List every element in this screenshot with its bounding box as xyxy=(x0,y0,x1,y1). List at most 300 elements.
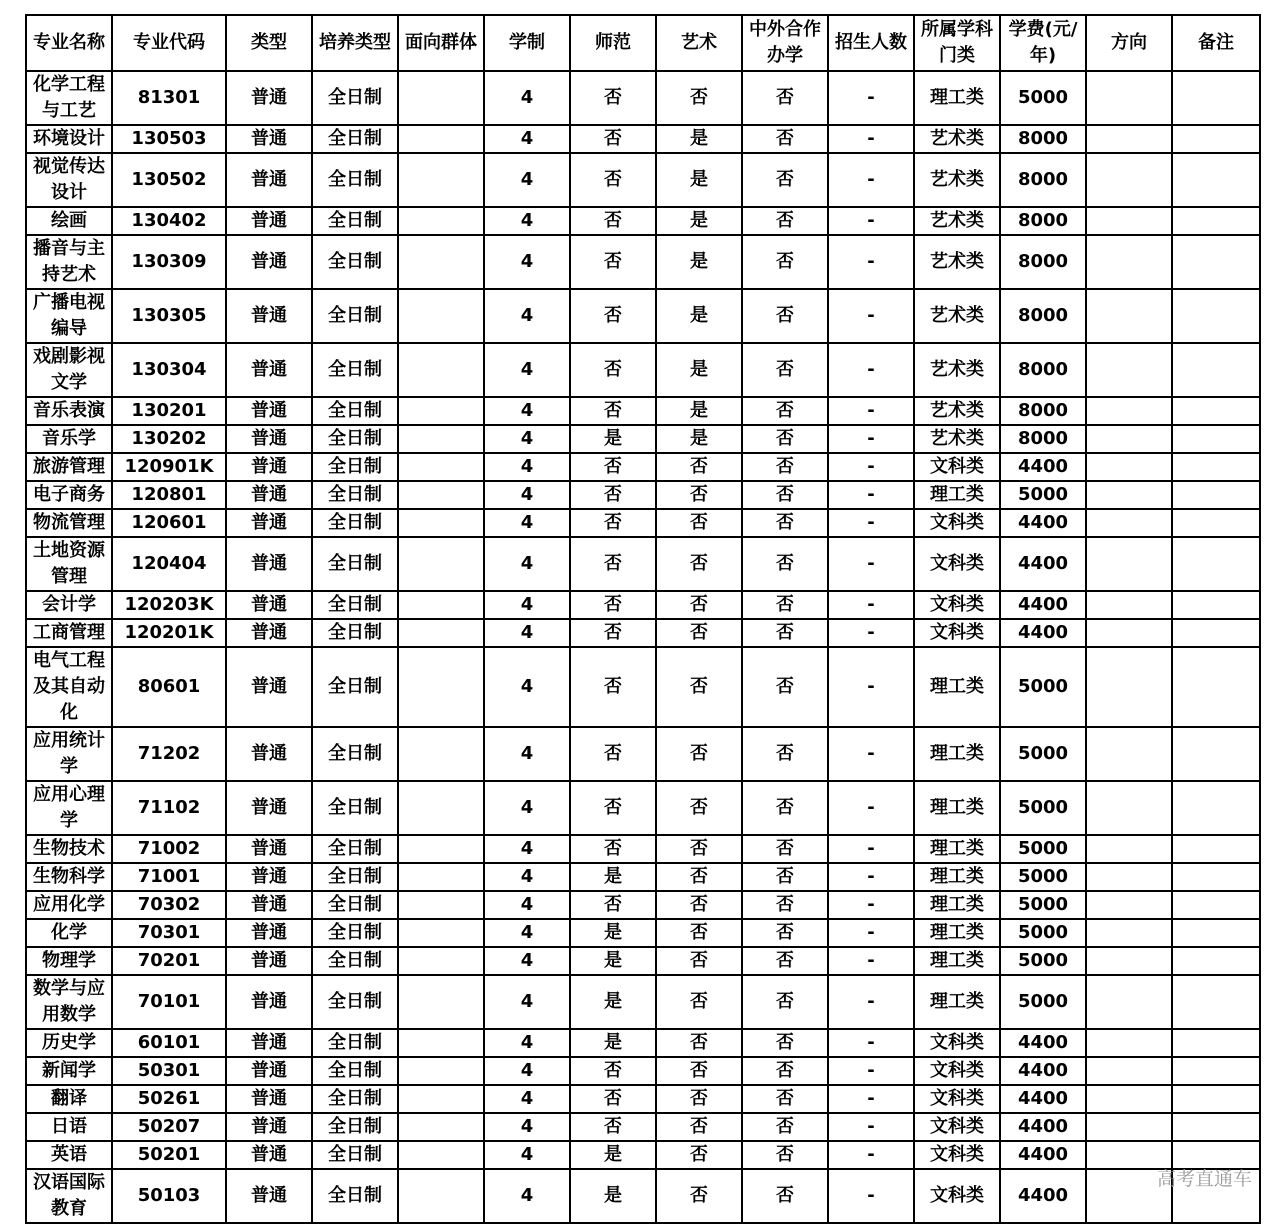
table-cell xyxy=(1086,727,1172,781)
table-cell xyxy=(398,975,484,1029)
table-cell xyxy=(398,537,484,591)
table-cell: 否 xyxy=(742,125,828,153)
table-cell: 否 xyxy=(742,863,828,891)
table-cell: 普通 xyxy=(226,343,312,397)
table-cell xyxy=(398,235,484,289)
table-cell: 否 xyxy=(570,343,656,397)
table-cell: - xyxy=(828,647,914,727)
table-cell xyxy=(1086,891,1172,919)
table-row xyxy=(26,207,1260,235)
table-cell: 否 xyxy=(742,1169,828,1223)
table-cell: 视觉传达设计 xyxy=(26,153,112,207)
table-cell: - xyxy=(828,125,914,153)
table-cell: 全日制 xyxy=(312,781,398,835)
table-cell: 否 xyxy=(742,1085,828,1113)
table-cell xyxy=(398,591,484,619)
table-cell: 4400 xyxy=(1000,1169,1086,1223)
table-cell: 是 xyxy=(570,1169,656,1223)
table-cell xyxy=(398,509,484,537)
table-cell: 4 xyxy=(484,947,570,975)
table-cell: 4 xyxy=(484,647,570,727)
table-cell: - xyxy=(828,1113,914,1141)
table-cell: 理工类 xyxy=(914,863,1000,891)
table-cell xyxy=(1172,1057,1260,1085)
table-cell xyxy=(398,481,484,509)
table-cell: 普通 xyxy=(226,509,312,537)
table-cell: 全日制 xyxy=(312,1057,398,1085)
table-cell: 物流管理 xyxy=(26,509,112,537)
table-cell: 普通 xyxy=(226,481,312,509)
table-cell xyxy=(1086,207,1172,235)
table-cell: 全日制 xyxy=(312,919,398,947)
table-cell: 5000 xyxy=(1000,863,1086,891)
table-cell: 8000 xyxy=(1000,397,1086,425)
table-cell: 否 xyxy=(570,235,656,289)
table-cell xyxy=(1086,619,1172,647)
table-cell: 否 xyxy=(656,509,742,537)
table-row xyxy=(26,863,1260,891)
table-cell xyxy=(1086,453,1172,481)
table-cell: 应用化学 xyxy=(26,891,112,919)
table-cell: 文科类 xyxy=(914,1057,1000,1085)
table-cell: 否 xyxy=(742,975,828,1029)
table-cell: 否 xyxy=(742,619,828,647)
table-cell: 否 xyxy=(656,619,742,647)
table-cell: 全日制 xyxy=(312,1141,398,1169)
table-cell: 全日制 xyxy=(312,647,398,727)
table-cell: 70301 xyxy=(112,919,226,947)
table-cell: 生物技术 xyxy=(26,835,112,863)
table-cell: 普通 xyxy=(226,919,312,947)
table-cell xyxy=(1086,591,1172,619)
table-cell xyxy=(398,1029,484,1057)
table-cell xyxy=(398,1169,484,1223)
table-cell: 普通 xyxy=(226,1169,312,1223)
table-cell: 全日制 xyxy=(312,71,398,125)
table-cell xyxy=(1172,397,1260,425)
table-cell: 130402 xyxy=(112,207,226,235)
column-header: 师范 xyxy=(570,15,656,71)
table-cell: 理工类 xyxy=(914,481,1000,509)
table-cell: 否 xyxy=(742,425,828,453)
table-cell xyxy=(1172,619,1260,647)
table-cell xyxy=(1172,509,1260,537)
table-cell: 文科类 xyxy=(914,1113,1000,1141)
table-cell: 艺术类 xyxy=(914,343,1000,397)
table-cell: 普通 xyxy=(226,537,312,591)
table-cell: 4 xyxy=(484,619,570,647)
table-cell: 4400 xyxy=(1000,1029,1086,1057)
table-cell: 普通 xyxy=(226,863,312,891)
table-cell: 否 xyxy=(742,919,828,947)
table-cell: 普通 xyxy=(226,71,312,125)
table-cell: 130202 xyxy=(112,425,226,453)
table-cell xyxy=(1172,1113,1260,1141)
table-row xyxy=(26,125,1260,153)
table-cell: 理工类 xyxy=(914,781,1000,835)
table-cell: 否 xyxy=(570,397,656,425)
table-cell: 否 xyxy=(570,125,656,153)
table-cell xyxy=(398,343,484,397)
table-cell xyxy=(398,619,484,647)
table-cell: 否 xyxy=(742,1113,828,1141)
table-cell: - xyxy=(828,919,914,947)
table-cell: 电气工程及其自动化 xyxy=(26,647,112,727)
table-cell: 4 xyxy=(484,1169,570,1223)
table-cell: 5000 xyxy=(1000,835,1086,863)
table-cell: 否 xyxy=(742,397,828,425)
table-cell: 50261 xyxy=(112,1085,226,1113)
table-cell: 4 xyxy=(484,397,570,425)
table-cell xyxy=(1086,397,1172,425)
table-cell xyxy=(1086,125,1172,153)
table-cell: 否 xyxy=(742,289,828,343)
table-cell xyxy=(398,891,484,919)
table-cell: - xyxy=(828,207,914,235)
table-cell: 普通 xyxy=(226,727,312,781)
table-cell: 4 xyxy=(484,891,570,919)
table-cell xyxy=(1086,863,1172,891)
table-cell xyxy=(398,1141,484,1169)
table-cell: 4 xyxy=(484,1029,570,1057)
table-cell: 否 xyxy=(742,153,828,207)
table-cell: 81301 xyxy=(112,71,226,125)
table-cell: 理工类 xyxy=(914,727,1000,781)
table-cell: 理工类 xyxy=(914,975,1000,1029)
table-cell: 普通 xyxy=(226,647,312,727)
table-cell: 全日制 xyxy=(312,207,398,235)
table-row xyxy=(26,1169,1260,1223)
table-cell: 全日制 xyxy=(312,619,398,647)
table-cell: 否 xyxy=(656,863,742,891)
table-cell: - xyxy=(828,1141,914,1169)
table-cell: 是 xyxy=(570,425,656,453)
table-cell: 绘画 xyxy=(26,207,112,235)
table-cell: 文科类 xyxy=(914,1085,1000,1113)
table-cell: 否 xyxy=(742,537,828,591)
table-cell: 否 xyxy=(742,1029,828,1057)
table-cell: 4 xyxy=(484,1141,570,1169)
table-cell xyxy=(398,919,484,947)
table-cell: 工商管理 xyxy=(26,619,112,647)
table-cell: 否 xyxy=(570,289,656,343)
table-row xyxy=(26,509,1260,537)
table-cell: 4 xyxy=(484,781,570,835)
table-cell xyxy=(1172,781,1260,835)
table-cell: 4400 xyxy=(1000,1141,1086,1169)
table-cell: 化学工程与工艺 xyxy=(26,71,112,125)
majors-table xyxy=(25,14,1261,1224)
table-cell: 全日制 xyxy=(312,425,398,453)
table-cell: 普通 xyxy=(226,1029,312,1057)
table-cell: 4 xyxy=(484,453,570,481)
table-cell: 理工类 xyxy=(914,947,1000,975)
table-cell: 4 xyxy=(484,537,570,591)
table-cell: 旅游管理 xyxy=(26,453,112,481)
table-cell: - xyxy=(828,591,914,619)
table-cell: 4 xyxy=(484,343,570,397)
table-cell: 70302 xyxy=(112,891,226,919)
table-cell: 全日制 xyxy=(312,1169,398,1223)
table-cell: 71202 xyxy=(112,727,226,781)
table-cell: 否 xyxy=(570,537,656,591)
table-cell: - xyxy=(828,619,914,647)
table-row xyxy=(26,591,1260,619)
table-cell: 物理学 xyxy=(26,947,112,975)
table-row xyxy=(26,71,1260,125)
table-cell xyxy=(1172,153,1260,207)
table-cell: 80601 xyxy=(112,647,226,727)
table-cell: 化学 xyxy=(26,919,112,947)
table-row xyxy=(26,619,1260,647)
table-cell xyxy=(1086,781,1172,835)
table-cell: 5000 xyxy=(1000,947,1086,975)
table-cell xyxy=(1172,289,1260,343)
table-row xyxy=(26,1057,1260,1085)
column-header: 备注 xyxy=(1172,15,1260,71)
table-cell: 否 xyxy=(656,835,742,863)
table-cell: 全日制 xyxy=(312,591,398,619)
table-row xyxy=(26,1085,1260,1113)
table-cell: 否 xyxy=(570,727,656,781)
table-cell xyxy=(1172,235,1260,289)
table-cell: 音乐表演 xyxy=(26,397,112,425)
table-row xyxy=(26,975,1260,1029)
table-cell: 文科类 xyxy=(914,619,1000,647)
table-cell: 艺术类 xyxy=(914,125,1000,153)
table-cell: 4 xyxy=(484,481,570,509)
table-cell: 会计学 xyxy=(26,591,112,619)
table-cell: - xyxy=(828,835,914,863)
table-cell: - xyxy=(828,343,914,397)
table-cell: 普通 xyxy=(226,235,312,289)
column-header: 类型 xyxy=(226,15,312,71)
table-cell: 4400 xyxy=(1000,509,1086,537)
table-cell: 否 xyxy=(742,947,828,975)
table-cell xyxy=(1172,1029,1260,1057)
table-cell: 否 xyxy=(742,481,828,509)
table-cell: - xyxy=(828,1085,914,1113)
table-cell: - xyxy=(828,425,914,453)
table-row xyxy=(26,835,1260,863)
table-cell xyxy=(1172,207,1260,235)
table-cell xyxy=(1086,71,1172,125)
table-cell: 否 xyxy=(656,481,742,509)
table-cell: 全日制 xyxy=(312,343,398,397)
table-cell: 是 xyxy=(570,1141,656,1169)
table-cell: 全日制 xyxy=(312,481,398,509)
table-cell: 4 xyxy=(484,289,570,343)
table-cell: 全日制 xyxy=(312,509,398,537)
table-cell xyxy=(1086,1085,1172,1113)
column-header: 面向群体 xyxy=(398,15,484,71)
table-cell: 120601 xyxy=(112,509,226,537)
table-cell: 普通 xyxy=(226,947,312,975)
table-cell: 是 xyxy=(570,975,656,1029)
table-cell: - xyxy=(828,481,914,509)
table-cell: 否 xyxy=(570,781,656,835)
table-cell: 理工类 xyxy=(914,891,1000,919)
table-cell: - xyxy=(828,509,914,537)
table-cell: 4 xyxy=(484,975,570,1029)
table-cell: 70201 xyxy=(112,947,226,975)
table-cell: 否 xyxy=(656,1113,742,1141)
table-cell: 否 xyxy=(656,781,742,835)
table-cell: 120801 xyxy=(112,481,226,509)
table-cell xyxy=(1172,481,1260,509)
table-cell xyxy=(1172,1085,1260,1113)
table-cell: - xyxy=(828,453,914,481)
table-cell: 4 xyxy=(484,835,570,863)
table-row xyxy=(26,481,1260,509)
table-cell: 文科类 xyxy=(914,1141,1000,1169)
table-cell: 5000 xyxy=(1000,975,1086,1029)
table-cell: 否 xyxy=(656,1057,742,1085)
table-cell: 全日制 xyxy=(312,235,398,289)
table-cell xyxy=(398,425,484,453)
table-cell: 艺术类 xyxy=(914,207,1000,235)
table-cell: 普通 xyxy=(226,453,312,481)
table-cell xyxy=(1086,153,1172,207)
table-cell: - xyxy=(828,71,914,125)
table-row xyxy=(26,153,1260,207)
table-cell: 4 xyxy=(484,207,570,235)
table-cell: 否 xyxy=(742,71,828,125)
table-cell: 8000 xyxy=(1000,235,1086,289)
table-row xyxy=(26,453,1260,481)
table-cell: 否 xyxy=(742,1057,828,1085)
table-cell: 5000 xyxy=(1000,727,1086,781)
table-cell: 普通 xyxy=(226,207,312,235)
table-cell: 4 xyxy=(484,509,570,537)
table-cell: 否 xyxy=(742,343,828,397)
table-cell xyxy=(398,947,484,975)
table-cell: 否 xyxy=(742,1141,828,1169)
table-cell xyxy=(398,835,484,863)
table-cell: - xyxy=(828,727,914,781)
table-cell: 70101 xyxy=(112,975,226,1029)
table-cell: 戏剧影视文学 xyxy=(26,343,112,397)
table-cell: 理工类 xyxy=(914,919,1000,947)
table-cell xyxy=(398,453,484,481)
table-cell: 否 xyxy=(656,647,742,727)
table-cell: 8000 xyxy=(1000,425,1086,453)
table-cell xyxy=(1086,975,1172,1029)
table-cell xyxy=(398,863,484,891)
table-cell: 71102 xyxy=(112,781,226,835)
table-cell: 全日制 xyxy=(312,289,398,343)
table-cell xyxy=(1172,71,1260,125)
table-cell: 全日制 xyxy=(312,153,398,207)
table-cell xyxy=(1086,919,1172,947)
column-header: 中外合作办学 xyxy=(742,15,828,71)
table-cell: 否 xyxy=(570,71,656,125)
table-cell: 全日制 xyxy=(312,537,398,591)
table-cell xyxy=(1172,947,1260,975)
table-cell: 4 xyxy=(484,1085,570,1113)
table-cell: 否 xyxy=(742,453,828,481)
table-row xyxy=(26,397,1260,425)
table-row xyxy=(26,781,1260,835)
table-cell: 4400 xyxy=(1000,1085,1086,1113)
table-cell xyxy=(1172,835,1260,863)
table-cell xyxy=(398,207,484,235)
table-cell xyxy=(1086,1029,1172,1057)
table-cell: - xyxy=(828,947,914,975)
table-cell: 8000 xyxy=(1000,289,1086,343)
table-cell: 4 xyxy=(484,727,570,781)
table-cell: 艺术类 xyxy=(914,289,1000,343)
table-cell xyxy=(398,71,484,125)
table-cell: 文科类 xyxy=(914,1169,1000,1223)
table-cell xyxy=(1172,425,1260,453)
table-cell xyxy=(1086,509,1172,537)
table-cell: 是 xyxy=(656,343,742,397)
column-header: 方向 xyxy=(1086,15,1172,71)
table-cell: 否 xyxy=(656,947,742,975)
table-row xyxy=(26,343,1260,397)
table-cell: - xyxy=(828,153,914,207)
table-cell: 理工类 xyxy=(914,835,1000,863)
watermark: 高考直通车 xyxy=(1156,1168,1252,1190)
table-cell: 4 xyxy=(484,919,570,947)
table-cell: 否 xyxy=(742,509,828,537)
table-cell: 环境设计 xyxy=(26,125,112,153)
table-cell: 否 xyxy=(742,235,828,289)
column-header: 专业代码 xyxy=(112,15,226,71)
table-cell xyxy=(1086,1057,1172,1085)
table-cell: 否 xyxy=(656,891,742,919)
table-cell xyxy=(398,1113,484,1141)
table-cell: 数学与应用数学 xyxy=(26,975,112,1029)
table-cell: 是 xyxy=(570,919,656,947)
table-cell: 文科类 xyxy=(914,509,1000,537)
table-cell xyxy=(1086,425,1172,453)
table-cell: 普通 xyxy=(226,289,312,343)
column-header: 学费(元/年) xyxy=(1000,15,1086,71)
table-cell: 汉语国际教育 xyxy=(26,1169,112,1223)
table-row xyxy=(26,1141,1260,1169)
table-cell: 5000 xyxy=(1000,481,1086,509)
table-cell: 否 xyxy=(570,207,656,235)
table-cell: 否 xyxy=(570,453,656,481)
table-cell: 4400 xyxy=(1000,619,1086,647)
table-cell: 全日制 xyxy=(312,1029,398,1057)
table-cell: 否 xyxy=(656,727,742,781)
table-cell: 否 xyxy=(570,153,656,207)
table-cell: 普通 xyxy=(226,1141,312,1169)
table-cell: - xyxy=(828,289,914,343)
table-row xyxy=(26,537,1260,591)
table-cell: 8000 xyxy=(1000,343,1086,397)
table-cell: 否 xyxy=(570,1085,656,1113)
table-cell xyxy=(1086,289,1172,343)
table-cell xyxy=(1172,453,1260,481)
table-cell: 否 xyxy=(656,975,742,1029)
table-cell: 广播电视编导 xyxy=(26,289,112,343)
table-cell xyxy=(1172,975,1260,1029)
table-cell: 否 xyxy=(570,619,656,647)
table-cell xyxy=(1086,537,1172,591)
table-cell: 应用心理学 xyxy=(26,781,112,835)
table-cell xyxy=(1086,235,1172,289)
table-cell: 电子商务 xyxy=(26,481,112,509)
table-cell: 否 xyxy=(656,1141,742,1169)
table-cell: 50207 xyxy=(112,1113,226,1141)
table-cell: 普通 xyxy=(226,1085,312,1113)
table-cell xyxy=(1172,591,1260,619)
table-cell: 71001 xyxy=(112,863,226,891)
